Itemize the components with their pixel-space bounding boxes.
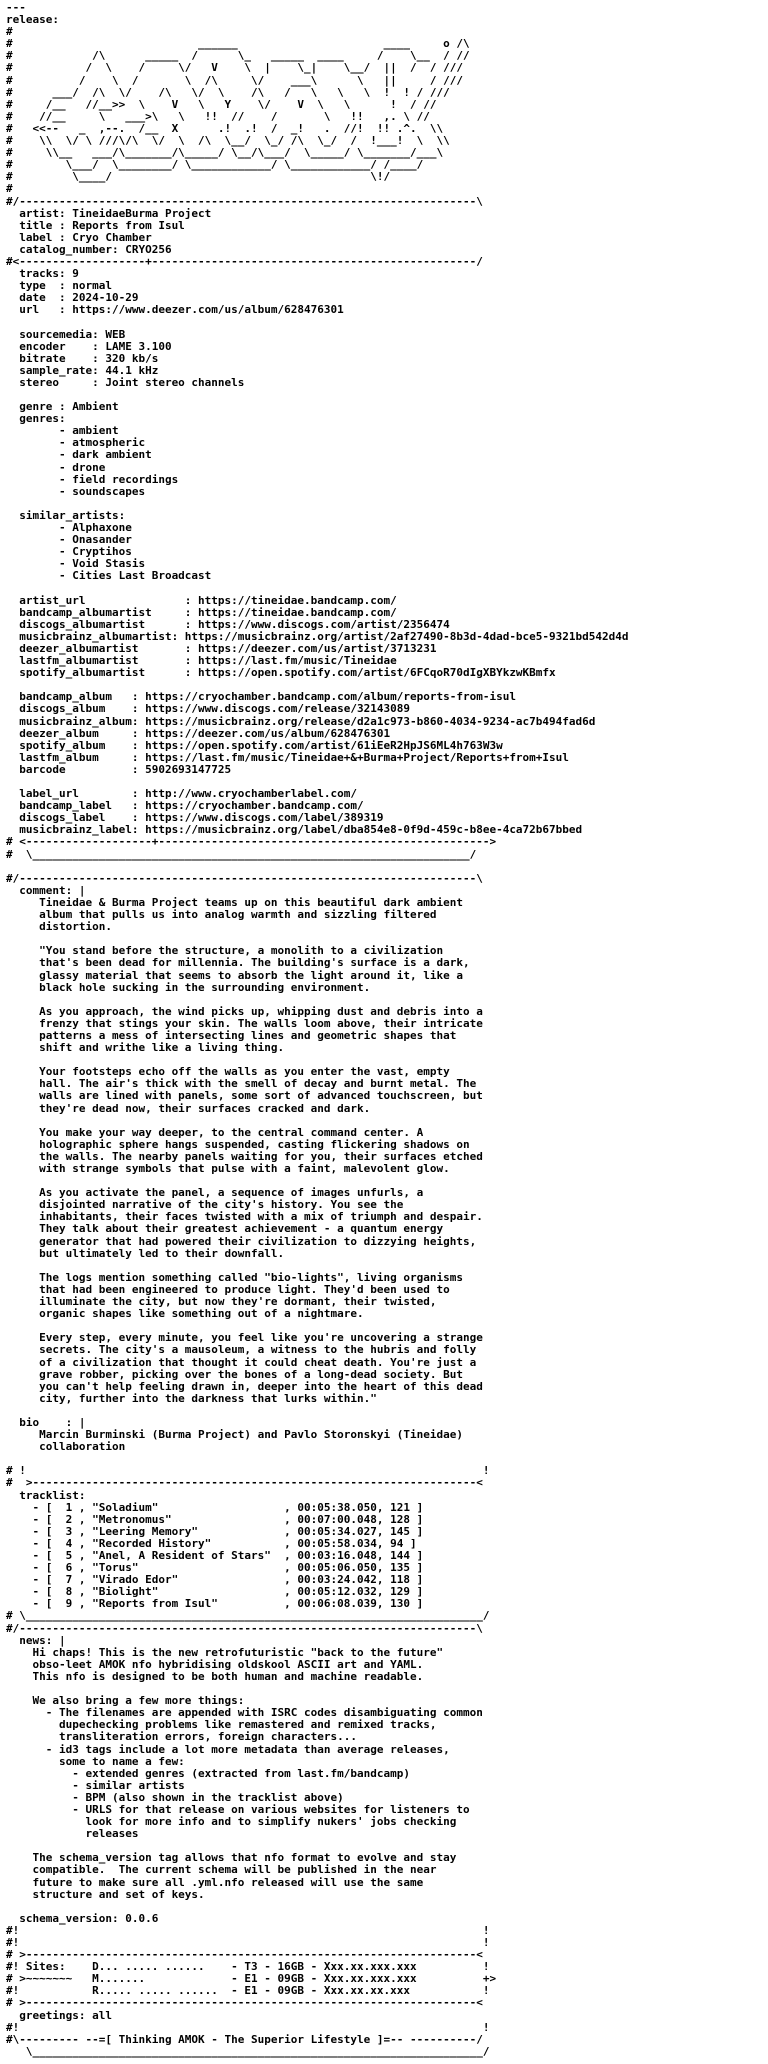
nfo-line: structure and set of keys. — [6, 1887, 205, 1901]
nfo-line: - Void Stasis — [6, 557, 146, 571]
nfo-line: they're dead now, their surfaces cracked and dark. — [6, 1101, 371, 1115]
nfo-line: tracklist: — [6, 1488, 86, 1502]
nfo-line: - Onasander — [6, 533, 132, 547]
nfo-line: # >-------------------------------------------------------------------< — [6, 1476, 483, 1490]
nfo-line: # \\ \/ \ ///\/\ \/ \ /\ \__/ \_/ /\ \_/ / !___! \ \\ — [6, 134, 450, 148]
nfo-line: #/---------------------------------------------------------------------\ — [6, 1621, 483, 1635]
nfo-line: - [ 3 , "Leering Memory" , 00:05:34.027, 145 ] — [6, 1524, 424, 1538]
nfo-line: - field recordings — [6, 472, 179, 486]
nfo-line: spotify_albumartist : https://open.spotify.com/artist/6FCqoR70dIgXBYkzwKBmfx — [6, 666, 556, 680]
nfo-line: frenzy that stings your skin. The walls loom above, their intricate — [6, 1016, 483, 1030]
nfo-line: title : Reports from Isul — [6, 218, 185, 232]
nfo-line: catalog_number: CRYO256 — [6, 242, 172, 256]
nfo-line: #<-------------------+-------------------------------------------------/ — [6, 254, 483, 268]
nfo-line: label_url : http://www.cryochamberlabel.com/ — [6, 787, 357, 801]
nfo-line: tracks: 9 — [6, 267, 79, 281]
nfo-line: "You stand before the structure, a monolith to a civilization — [6, 944, 444, 958]
nfo-line: Your footsteps echo off the walls as you enter the vast, empty — [6, 1065, 450, 1079]
nfo-line: - [ 9 , "Reports from Isul" , 00:06:08.039, 130 ] — [6, 1597, 424, 1611]
nfo-line: artist_url : https://tineidae.bandcamp.com/ — [6, 593, 397, 607]
nfo-line: We also bring a few more things: — [6, 1694, 245, 1708]
nfo-line: # — [6, 182, 13, 196]
nfo-line: lastfm_album : https://last.fm/music/Tineidae+&+Burma+Project/Reports+from+Isul — [6, 750, 569, 764]
nfo-line: disjointed narrative of the city's history. You see the — [6, 1198, 404, 1212]
nfo-line: label : Cryo Chamber — [6, 230, 152, 244]
nfo-line: # <<-- _ ,--. /__ X .! .! / _! . //! !! .^. \\ — [6, 121, 444, 135]
nfo-line: artist: TineidaeBurma Project — [6, 206, 212, 220]
nfo-line: transliteration errors, foreign characters... — [6, 1730, 357, 1744]
nfo-line: # >--------------------------------------------------------------------< — [6, 1996, 483, 2010]
nfo-line: - BPM (also shown in the tracklist above) — [6, 1790, 344, 1804]
nfo-line: url : https://www.deezer.com/us/album/628476301 — [6, 303, 344, 317]
nfo-line: # / \ / \ /\ \/ ___\ \ || / /// — [6, 73, 463, 87]
nfo-line: walls are lined with panels, some sort of advanced touchscreen, but — [6, 1089, 483, 1103]
nfo-line: #! ! — [6, 1936, 490, 1949]
nfo-line: The schema_version tag allows that nfo format to evolve and stay — [6, 1851, 457, 1865]
nfo-line: obso-leet AMOK nfo hybridising oldskool ASCII art and YAML. — [6, 1657, 424, 1671]
nfo-line: The logs mention something called "bio-lights", living organisms — [6, 1270, 463, 1284]
nfo-line: You make your way deeper, to the central command center. A — [6, 1125, 424, 1139]
nfo-line: Marcin Burminski (Burma Project) and Pavlo Storonskyi (Tineidae) — [6, 1428, 463, 1442]
nfo-line: - [ 8 , "Biolight" , 00:05:12.032, 129 ] — [6, 1585, 424, 1599]
nfo-line: news: | — [6, 1633, 66, 1647]
nfo-line: of a civilization that thought it could cheat death. You're just a — [6, 1355, 477, 1369]
nfo-line: discogs_albumartist : https://www.discogs.com/artist/2356474 — [6, 617, 450, 631]
nfo-line: bandcamp_album : https://cryochamber.bandcamp.com/album/reports-from-isul — [6, 690, 516, 704]
nfo-line: genres: — [6, 412, 66, 426]
nfo-line: hall. The air's thick with the smell of decay and burnt metal. The — [6, 1077, 477, 1091]
nfo-line: shift and writhe like a living thing. — [6, 1041, 285, 1055]
nfo-line: As you activate the panel, a sequence of images unfurls, a — [6, 1186, 424, 1200]
nfo-line: - ambient — [6, 424, 119, 438]
nfo-line: # <-------------------+--------------------------------------------------> — [6, 835, 497, 849]
nfo-line: discogs_label : https://www.discogs.com/label/389319 — [6, 811, 384, 825]
nfo-line: but ultimately led to their downfall. — [6, 1246, 285, 1260]
nfo-line: # \_____________________________________________________________________/ — [6, 1609, 490, 1623]
nfo-line: similar_artists: — [6, 508, 126, 522]
nfo-line: #\--------- --=[ Thinking AMOK - The Superior Lifestyle ]=-- ----------/ — [6, 2032, 483, 2046]
nfo-line: album that pulls us into analog warmth and sizzling filtered — [6, 908, 437, 922]
nfo-line: bandcamp_albumartist : https://tineidae.bandcamp.com/ — [6, 605, 397, 619]
nfo-line: dupechecking problems like remastered and remixed tracks, — [6, 1718, 437, 1732]
nfo-line: date : 2024-10-29 — [6, 291, 139, 305]
nfo-line: type : normal — [6, 279, 112, 293]
nfo-line: musicbrainz_label: https://musicbrainz.org/label/dba854e8-0f9d-459c-b8ee-4ca72b67bbed — [6, 823, 583, 837]
nfo-line: Every step, every minute, you feel like you're uncovering a strange — [6, 1331, 483, 1345]
nfo-line: barcode : 5902693147725 — [6, 762, 232, 776]
nfo-line: deezer_albumartist : https://deezer.com/us/artist/3713231 — [6, 641, 437, 655]
nfo-line: with strange symbols that pulse with a faint, malevolent glow. — [6, 1162, 450, 1175]
nfo-line: bitrate : 320 kb/s — [6, 351, 159, 365]
nfo-line: # \__________________________________________________________________/ — [6, 847, 477, 861]
nfo-line: - [ 1 , "Soladium" , 00:05:38.050, 121 ] — [6, 1500, 424, 1514]
nfo-line: # ! ! — [6, 1464, 490, 1478]
nfo-line: the walls. The nearby panels waiting for you, their surfaces etched — [6, 1149, 483, 1163]
nfo-line: distortion. — [6, 920, 112, 934]
nfo-line: - soundscapes — [6, 484, 146, 498]
nfo-line: that had been engineered to produce light. They'd been used to — [6, 1282, 450, 1296]
nfo-line: musicbrainz_album: https://musicbrainz.org/release/d2a1c973-b860-4034-9234-ac7b494fad6d — [6, 714, 596, 728]
nfo-line: # \____/ \!/ — [6, 170, 391, 184]
nfo-line: #! R..... ..... ...... - E1 - 09GB - Xxx.xx.xx.xxx ! — [6, 1984, 490, 1998]
nfo-line: stereo : Joint stereo channels — [6, 375, 245, 389]
nfo-line: illuminate the city, but now they're dormant, their twisted, — [6, 1295, 437, 1309]
nfo-text — [6, 2, 629, 2058]
nfo-line: comment: | — [6, 883, 86, 897]
nfo-line: As you approach, the wind picks up, whipping dust and debris into a — [6, 1004, 483, 1018]
nfo-line: sample_rate: 44.1 kHz — [6, 363, 159, 377]
nfo-line: grave robber, picking over the bones of a long-dead society. But — [6, 1367, 463, 1381]
nfo-line: future to make sure all .yml.nfo released will use the same — [6, 1875, 424, 1889]
nfo-line: #! Sites: D... ..... ...... - T3 - 16GB - Xxx.xx.xxx.xxx ! — [6, 1960, 490, 1974]
nfo-line: musicbrainz_albumartist: https://musicbrainz.org/artist/2af27490-8b3d-4dad-bce5-9321bd542d4d — [6, 629, 629, 643]
nfo-line: city, further into the darkness that lurks within." — [6, 1391, 377, 1405]
nfo-line: greetings: all — [6, 2008, 112, 2022]
nfo-line: you can't help feeling drawn in, deeper into the heart of this dead — [6, 1379, 483, 1393]
nfo-line: discogs_album : https://www.discogs.com/release/32143089 — [6, 702, 410, 716]
nfo-line: # \___/ \________/ \____________/ \____________/ /____/ — [6, 158, 424, 172]
nfo-line: deezer_album : https://deezer.com/us/album/628476301 — [6, 726, 391, 740]
nfo-line: bandcamp_label : https://cryochamber.bandcamp.com/ — [6, 799, 364, 813]
nfo-line: - Alphaxone — [6, 521, 132, 535]
nfo-line: schema_version: 0.0.6 — [6, 1911, 159, 1925]
nfo-line: # — [6, 25, 13, 39]
nfo-line: - id3 tags include a lot more metadata than average releases, — [6, 1742, 450, 1756]
nfo-line: - [ 5 , "Anel, A Resident of Stars" , 00:03:16.048, 144 ] — [6, 1549, 424, 1562]
nfo-line: # //__ \ ___>\ \ !! // / \ !! ,. \ // — [6, 109, 430, 123]
nfo-line: black hole sucking in the surrounding environment. — [6, 980, 371, 994]
nfo-line: #! ! — [6, 2020, 490, 2034]
nfo-line: # >~~~~~~~ M....... - E1 - 09GB - Xxx.xx.xxx.xxx +> — [6, 1972, 497, 1986]
nfo-line: look for more info and to simplify nukers' jobs checking — [6, 1815, 457, 1829]
nfo-line: # ___/ /\ \/ /\ \/ \ /\ / \ \ \ ! ! / /// — [6, 85, 450, 99]
nfo-line: - atmospheric — [6, 436, 146, 450]
nfo-line: encoder : LAME 3.100 — [6, 339, 172, 353]
nfo-line: #! ! — [6, 1923, 490, 1937]
nfo-line: - Cryptihos — [6, 545, 132, 559]
nfo-line: - [ 7 , "Virado Edor" , 00:03:24.042, 118 ] — [6, 1573, 424, 1587]
nfo-line: #/---------------------------------------------------------------------\ — [6, 194, 483, 208]
nfo-line: generator that had powered their civilization to dizzying heights, — [6, 1234, 477, 1248]
nfo-line: Tineidae & Burma Project teams up on this beautiful dark ambient — [6, 895, 463, 909]
nfo-line: patterns a mess of intersecting lines and geometric shapes that — [6, 1028, 457, 1042]
nfo-line: # ______ ____ o /\ — [6, 37, 470, 51]
nfo-line: collaboration — [6, 1440, 126, 1454]
nfo-line: This nfo is designed to be both human and machine readable. — [6, 1669, 424, 1683]
nfo-line: genre : Ambient — [6, 400, 119, 414]
nfo-line: - URLS for that release on various websites for listeners to — [6, 1802, 470, 1816]
nfo-line: glassy material that seems to absorb the light around it, like a — [6, 968, 463, 982]
nfo-line: inhabitants, their faces twisted with a mix of triumph and despair. — [6, 1210, 483, 1224]
nfo-line: - extended genres (extracted from last.fm/bandcamp) — [6, 1766, 410, 1780]
nfo-line: # >--------------------------------------------------------------------< — [6, 1948, 483, 1962]
nfo-line: some to name a few: — [6, 1754, 185, 1768]
nfo-line: - Cities Last Broadcast — [6, 569, 212, 583]
nfo-line: # / \ / \/ V \ | \_| \__/ || / / /// — [6, 61, 463, 75]
nfo-line: - The filenames are appended with ISRC codes disambiguating common — [6, 1706, 483, 1720]
nfo-line: spotify_album : https://open.spotify.com/artist/61iEeR2HpJS6ML4h763W3w — [6, 738, 503, 752]
nfo-line: release: — [6, 13, 59, 27]
nfo-line: sourcemedia: WEB — [6, 327, 126, 341]
nfo-line: lastfm_albumartist : https://last.fm/music/Tineidae — [6, 654, 397, 668]
nfo-line: secrets. The city's a mausoleum, a witness to the hubris and folly — [6, 1343, 477, 1357]
nfo-line: # \\__ ___/\_______/\_____/ \__/\___/ \_____/ \_______/___\ — [6, 146, 444, 160]
nfo-line: - similar artists — [6, 1778, 185, 1792]
nfo-line: bio : | — [6, 1415, 86, 1429]
nfo-line: compatible. The current schema will be published in the near — [6, 1863, 437, 1877]
nfo-line: holographic sphere hangs suspended, casting flickering shadows on — [6, 1137, 470, 1151]
nfo-line: - [ 6 , "Torus" , 00:05:06.050, 135 ] — [6, 1561, 424, 1575]
nfo-line: #/---------------------------------------------------------------------\ — [6, 871, 483, 885]
nfo-line: --- — [6, 1, 26, 14]
nfo-line: - [ 4 , "Recorded History" , 00:05:58.034, 94 ] — [6, 1536, 417, 1550]
nfo-line: releases — [6, 1827, 139, 1841]
nfo-line: - [ 2 , "Metronomus" , 00:07:00.048, 128 ] — [6, 1512, 424, 1526]
nfo-line: - drone — [6, 460, 106, 474]
nfo-line: \____________________________________________________________________/ — [6, 2044, 490, 2058]
nfo-line: organic shapes like something out of a nightmare. — [6, 1307, 364, 1321]
nfo-line: They talk about their greatest achievement - a quantum energy — [6, 1222, 444, 1236]
nfo-line: Hi chaps! This is the new retrofuturistic "back to the future" — [6, 1645, 444, 1659]
nfo-line: - dark ambient — [6, 448, 152, 462]
nfo-line: # /__ //__>> \ V \ Y \/ V \ \ ! / // — [6, 97, 437, 111]
nfo-line: # /\ _____ / \_ _____ ____ / \__ / // — [6, 49, 470, 63]
nfo-line: that's been dead for millennia. The building's surface is a dark, — [6, 956, 470, 970]
